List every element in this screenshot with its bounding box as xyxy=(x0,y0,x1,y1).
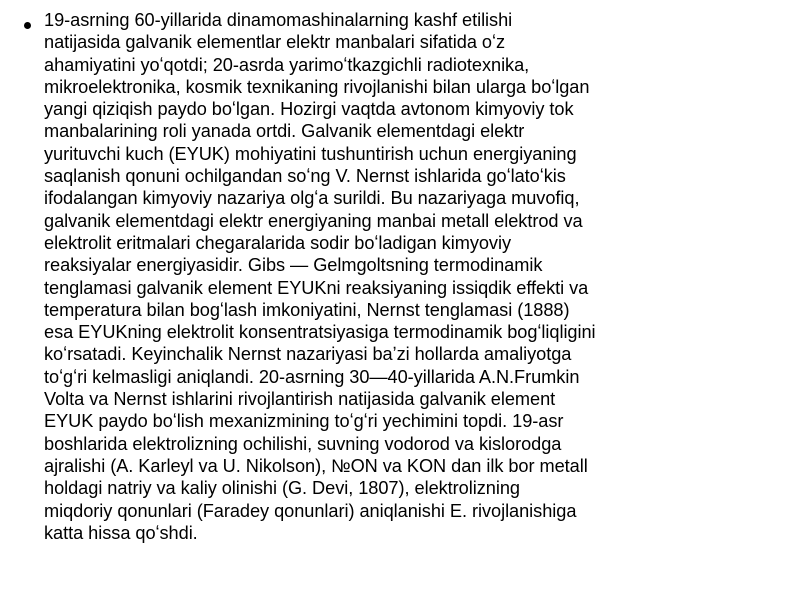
paragraph-line: elektrolit eritmalari chegaralarida sodir boʻladigan kimyoviy xyxy=(44,232,512,253)
paragraph-line: manbalarining roli yanada ortdi. Galvanik elementdagi elektr xyxy=(44,121,525,142)
paragraph-line: katta hissa qoʻshdi. xyxy=(44,522,198,543)
bullet-item xyxy=(18,9,794,544)
paragraph-line: ifodalangan kimyoviy nazariya olgʻa surildi. Bu nazariyaga muvofiq, xyxy=(44,188,580,209)
paragraph-line: toʻgʻri kelmasligi aniqlandi. 20-asrning 30—40-yillarida A.N.Frumkin xyxy=(44,366,580,387)
bullet-paragraph xyxy=(44,9,596,544)
paragraph-line: saqlanish qonuni ochilgandan soʻng V. Nernst ishlarida goʻlatoʻkis xyxy=(44,166,566,187)
paragraph-line: boshlarida elektrolizning ochilishi, suvning vodorod va kislorodga xyxy=(44,433,562,454)
paragraph-line: Volta va Nernst ishlarini rivojlantirish natijasida galvanik element xyxy=(44,389,556,410)
paragraph-line: EYUK paydo boʻlish mexanizmining toʻgʻri yechimini topdi. 19-asr xyxy=(44,411,564,432)
paragraph-line: mikroelektronika, kosmik texnikaning rivojlanishi bilan ularga boʻlgan xyxy=(44,76,590,97)
paragraph-line: ahamiyatini yoʻqotdi; 20-asrda yarimoʻtkazgichli radiotexnika, xyxy=(44,54,530,75)
paragraph-line: koʻrsatadi. Keyinchalik Nernst nazariyasi baʼzi hollarda amaliyotga xyxy=(44,344,572,365)
paragraph-line: esa EYUKning elektrolit konsentratsiyasiga termodinamik bogʻliqligini xyxy=(44,322,596,343)
paragraph-line: galvanik elementdagi elektr energiyaning manbai metall elektrod va xyxy=(44,210,583,231)
bullet-icon xyxy=(24,22,31,29)
paragraph-line: holdagi natriy va kaliy olinishi (G. Devi, 1807), elektrolizning xyxy=(44,478,520,499)
paragraph-line: reaksiyalar energiyasidir. Gibs — Gelmgoltsning termodinamik xyxy=(44,255,543,276)
paragraph-line: natijasida galvanik elementlar elektr manbalari sifatida oʻz xyxy=(44,32,506,53)
paragraph-line: yangi qiziqish paydo boʻlgan. Hozirgi vaqtda avtonom kimyoviy tok xyxy=(44,99,574,120)
paragraph-line: miqdoriy qonunlari (Faradey qonunlari) aniqlanishi E. rivojlanishiga xyxy=(44,500,577,521)
paragraph-line: ajralishi (A. Karleyl va U. Nikolson), №ON va KON dan ilk bor metall xyxy=(44,455,588,476)
paragraph-line: yurituvchi kuch (EYUK) mohiyatini tushuntirish uchun energiyaning xyxy=(44,143,577,164)
paragraph-line: 19-asrning 60-yillarida dinamomashinalarning kashf etilishi xyxy=(44,10,513,30)
paragraph-line: tenglamasi galvanik element EYUKni reaksiyaning issiqdik effekti va xyxy=(44,277,589,298)
paragraph-line: temperatura bilan bogʻlash imkoniyatini, Nernst tenglamasi (1888) xyxy=(44,299,570,320)
